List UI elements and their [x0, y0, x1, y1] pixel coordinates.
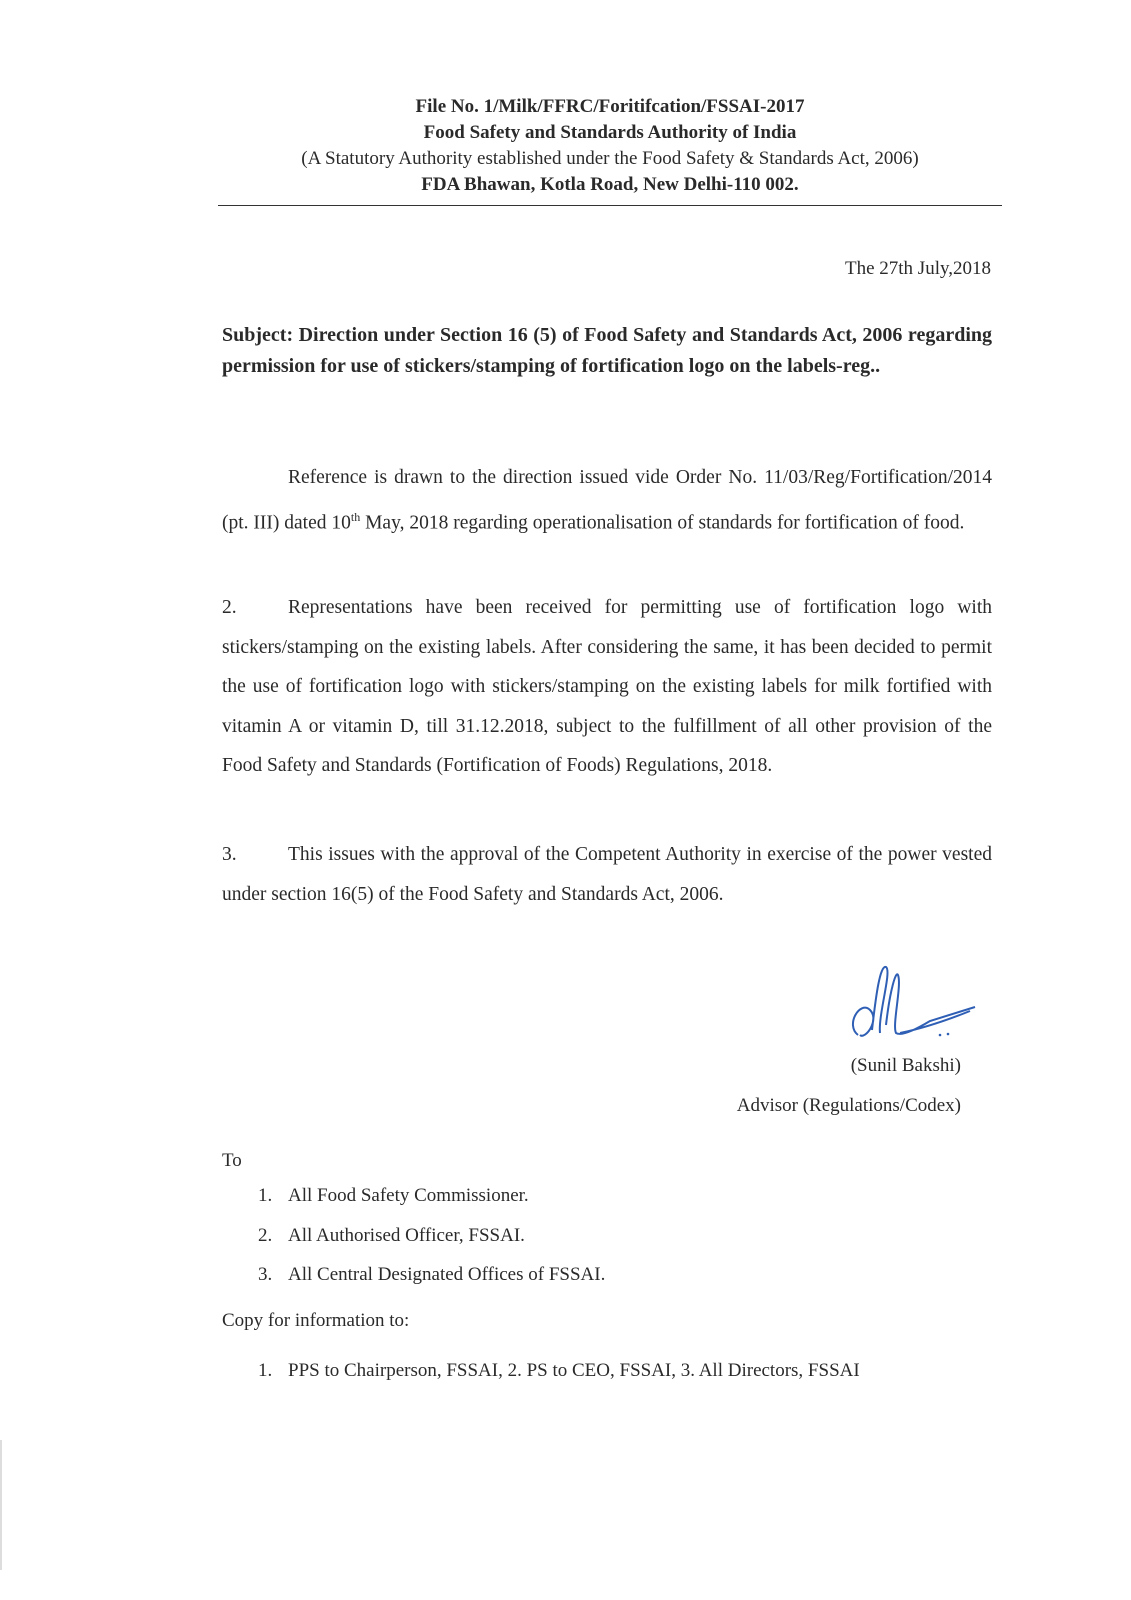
recipient-item: [258, 1185, 529, 1207]
item-text: All Central Designated Offices of FSSAI.: [288, 1264, 606, 1285]
organization-description: (A Statutory Authority established under the Food Safety & Standards Act, 2006): [301, 148, 919, 169]
recipient-item: [258, 1225, 525, 1247]
scan-edge-mark: [0, 1440, 2, 1570]
paragraph-1-text-a: Reference is drawn to the direction issued vide Order No. 11/03/Reg/Fortification/2014 (pt. III) dated 10: [222, 467, 992, 533]
organization-name: Food Safety and Standards Authority of India: [423, 122, 797, 143]
subject-line: Subject: Direction under Section 16 (5) of Food Safety and Standards Act, 2006 regarding permission for use of stickers/stamping of fortification logo on the labels-reg..: [222, 324, 992, 377]
paragraph-1-text-b: May, 2018 regarding operationalisation of standards for fortification of food.: [360, 512, 965, 533]
to-label: To: [222, 1150, 242, 1171]
paragraph-1: [222, 458, 992, 543]
letterhead: [218, 94, 1002, 198]
paragraph-1-superscript: th: [350, 509, 361, 524]
item-text: PPS to Chairperson, FSSAI, 2. PS to CEO, FSSAI, 3. All Directors, FSSAI: [288, 1360, 860, 1381]
item-text: All Food Safety Commissioner.: [288, 1185, 529, 1206]
item-text: All Authorised Officer, FSSAI.: [288, 1225, 525, 1246]
item-number: 3.: [258, 1264, 273, 1285]
item-number: 1.: [258, 1360, 273, 1381]
letter-date: The 27th July,2018: [844, 258, 991, 279]
file-number: File No. 1/Milk/FFRC/Foritifcation/FSSAI-2017: [415, 96, 805, 117]
organization-address: FDA Bhawan, Kotla Road, New Delhi-110 002.: [421, 174, 799, 195]
item-number: 1.: [258, 1185, 273, 1206]
copy-label: Copy for information to:: [222, 1310, 410, 1331]
paragraph-3: [222, 835, 992, 914]
item-number: 2.: [258, 1225, 273, 1246]
paragraph-2-number: 2.: [222, 597, 237, 618]
paragraph-2: [222, 588, 992, 786]
paragraph-2-text: Representations have been received for permitting use of fortification logo with stickers/stamping on the existing labels. After considering the same, it has been decided to permit the use of fortification logo with stickers/stamping on the existing labels for milk fortified with vitamin A or vitamin D, till 31.12.2018, subject to the fulfillment of all other provision of the Food Safety and Standards (Fortification of Foods) Regulations, 2018.: [222, 597, 992, 776]
paragraph-3-number: 3.: [222, 844, 237, 865]
copy-item: [258, 1360, 860, 1382]
signatory-name: (Sunil Bakshi): [850, 1055, 961, 1076]
signatory-designation: Advisor (Regulations/Codex): [736, 1095, 961, 1116]
recipient-item: [258, 1264, 605, 1286]
paragraph-3-text: This issues with the approval of the Competent Authority in exercise of the power vested under section 16(5) of the Food Safety and Standards Act, 2006.: [222, 844, 992, 905]
handwritten-signature: [840, 955, 990, 1050]
header-divider: [218, 205, 1002, 206]
